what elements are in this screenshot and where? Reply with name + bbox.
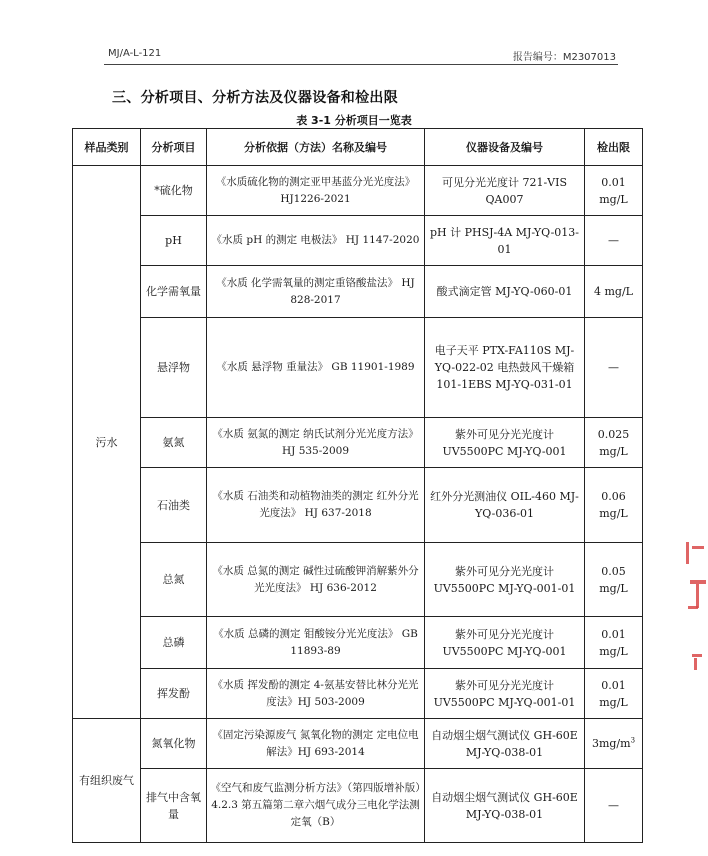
instrument-cell: 可见分光光度计 721-VIS QA007 [425, 166, 585, 216]
item-cell: 排气中含氧量 [141, 769, 207, 843]
document-code: MJ/A-L-121 [108, 48, 162, 59]
category-cell: 污水 [73, 166, 141, 719]
col-header-item: 分析项目 [141, 129, 207, 166]
table-row [73, 418, 643, 468]
table-row [73, 769, 643, 843]
item-cell: *硫化物 [141, 166, 207, 216]
item-cell: 氮氧化物 [141, 719, 207, 769]
item-cell: 挥发酚 [141, 669, 207, 719]
item-cell: 总氮 [141, 543, 207, 617]
limit-cell: 0.01 mg/L [585, 617, 643, 669]
limit-cell: 0.05 mg/L [585, 543, 643, 617]
limit-cell: — [585, 318, 643, 418]
method-cell: 《水质 化学需氧量的测定重铬酸盐法》 HJ 828-2017 [207, 266, 425, 318]
col-header-limit: 检出限 [585, 129, 643, 166]
col-header-method: 分析依据（方法）名称及编号 [207, 129, 425, 166]
table-row [73, 543, 643, 617]
method-cell: 《水质 悬浮物 重量法》 GB 11901-1989 [207, 318, 425, 418]
limit-cell: 0.01 mg/L [585, 166, 643, 216]
limit-cell: 0.025 mg/L [585, 418, 643, 468]
analysis-items-table [72, 128, 643, 843]
item-cell: 总磷 [141, 617, 207, 669]
section-title: 三、分析项目、分析方法及仪器设备和检出限 [112, 90, 398, 106]
limit-value: 3mg/m [591, 737, 631, 750]
method-cell: 《水质 挥发酚的测定 4-氨基安替比林分光光度法》HJ 503-2009 [207, 669, 425, 719]
item-cell: 石油类 [141, 468, 207, 543]
table-header-row [73, 129, 643, 166]
instrument-cell: 紫外可见分光光度计 UV5500PC MJ-YQ-001 [425, 617, 585, 669]
method-cell: 《水质 总氮的测定 碱性过硫酸钾消解紫外分光光度法》 HJ 636-2012 [207, 543, 425, 617]
instrument-cell: 电子天平 PTX-FA110S MJ-YQ-022-02 电热鼓风干燥箱 101-1EBS MJ-YQ-031-01 [425, 318, 585, 418]
limit-cell [585, 719, 643, 769]
item-cell: pH [141, 216, 207, 266]
item-cell: 化学需氧量 [141, 266, 207, 318]
instrument-cell: 自动烟尘烟气测试仪 GH-60E MJ-YQ-038-01 [425, 769, 585, 843]
limit-cell: 0.01 mg/L [585, 669, 643, 719]
table-row [73, 166, 643, 216]
table-row [73, 468, 643, 543]
table-row [73, 669, 643, 719]
instrument-cell: pH 计 PHSJ-4A MJ-YQ-013-01 [425, 216, 585, 266]
instrument-cell: 自动烟尘烟气测试仪 GH-60E MJ-YQ-038-01 [425, 719, 585, 769]
limit-cell: — [585, 769, 643, 843]
limit-cell: 0.06 mg/L [585, 468, 643, 543]
page-header [108, 48, 616, 64]
instrument-cell: 紫外可见分光光度计 UV5500PC MJ-YQ-001 [425, 418, 585, 468]
instrument-cell: 酸式滴定管 MJ-YQ-060-01 [425, 266, 585, 318]
method-cell: 《水质 pH 的测定 电极法》 HJ 1147-2020 [207, 216, 425, 266]
col-header-category: 样品类别 [73, 129, 141, 166]
table-row [73, 719, 643, 769]
method-cell: 《水质 总磷的测定 钼酸铵分光光度法》 GB 11893-89 [207, 617, 425, 669]
table-row [73, 318, 643, 418]
category-cell: 有组织废气 [73, 719, 141, 843]
item-cell: 悬浮物 [141, 318, 207, 418]
method-cell: 《空气和废气监测分析方法》（第四版增补版）4.2.3 第五篇第二章六烟气成分三电化学法测定氧（B） [207, 769, 425, 843]
method-cell: 《水质 石油类和动植物油类的测定 红外分光光度法》 HJ 637-2018 [207, 468, 425, 543]
seal-stamp-fragment [682, 536, 708, 696]
method-cell: 《固定污染源废气 氮氧化物的测定 定电位电解法》HJ 693-2014 [207, 719, 425, 769]
table-row [73, 216, 643, 266]
instrument-cell: 紫外可见分光光度计 UV5500PC MJ-YQ-001-01 [425, 543, 585, 617]
method-cell: 《水质硫化物的测定亚甲基蓝分光光度法》HJ1226-2021 [207, 166, 425, 216]
table-caption: 表 3-1 分析项目一览表 [296, 114, 412, 127]
instrument-cell: 紫外可见分光光度计 UV5500PC MJ-YQ-001-01 [425, 669, 585, 719]
col-header-instrument: 仪器设备及编号 [425, 129, 585, 166]
limit-superscript: 3 [630, 736, 636, 745]
table-row [73, 266, 643, 318]
report-number: 报告编号：M2307013 [512, 52, 616, 63]
table-row [73, 617, 643, 669]
limit-cell: — [585, 216, 643, 266]
instrument-cell: 红外分光测油仪 OIL-460 MJ-YQ-036-01 [425, 468, 585, 543]
item-cell: 氨氮 [141, 418, 207, 468]
limit-cell: 4 mg/L [585, 266, 643, 318]
header-divider [104, 64, 618, 65]
method-cell: 《水质 氨氮的测定 纳氏试剂分光光度方法》 HJ 535-2009 [207, 418, 425, 468]
